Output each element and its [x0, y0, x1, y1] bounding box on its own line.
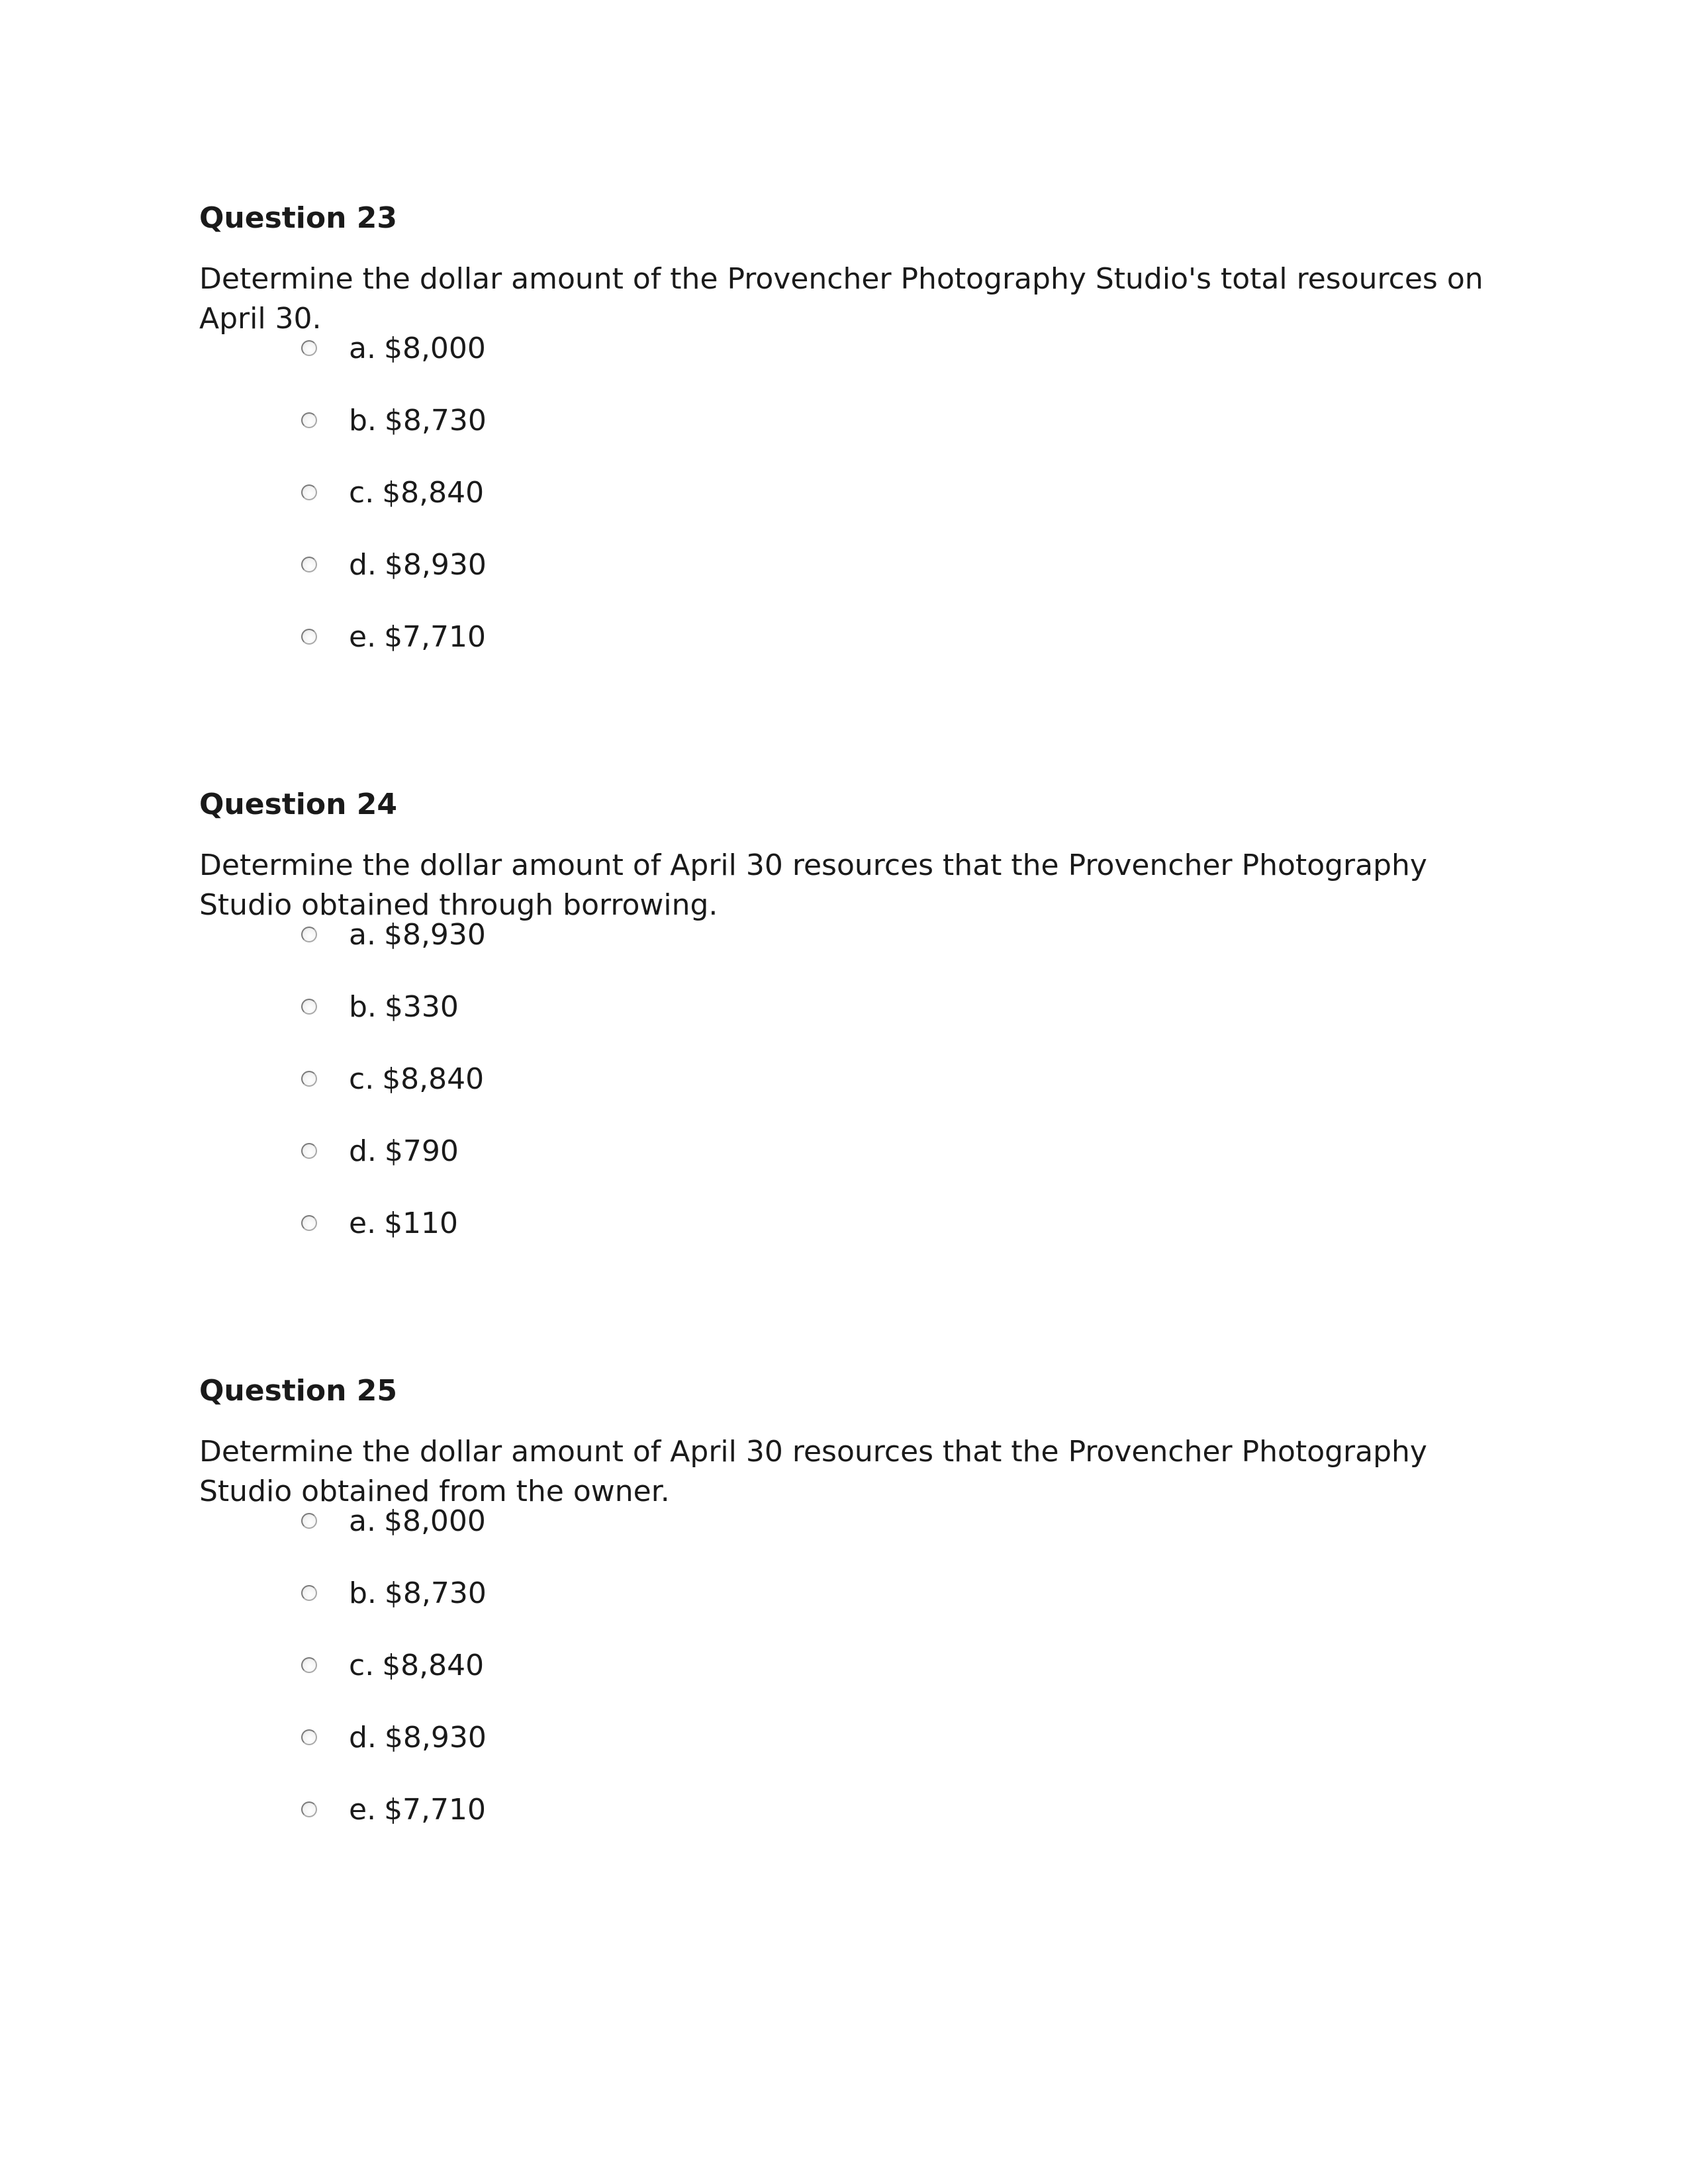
- radio-button-icon[interactable]: [301, 629, 317, 645]
- option-value: $8,000: [383, 1504, 486, 1538]
- option-value: $110: [384, 1206, 459, 1240]
- option-value: $8,840: [382, 1062, 485, 1096]
- radio-button-icon[interactable]: [301, 1801, 317, 1817]
- radio-button-icon[interactable]: [301, 484, 317, 500]
- option-letter: d.: [349, 1134, 377, 1168]
- question-title: Question 23: [199, 201, 397, 235]
- radio-button-icon[interactable]: [301, 1215, 317, 1231]
- radio-button-icon[interactable]: [301, 1513, 317, 1529]
- option-letter: a.: [349, 917, 376, 952]
- option-letter: d.: [349, 1720, 377, 1754]
- answer-option-c[interactable]: [301, 473, 484, 512]
- answer-option-b[interactable]: [301, 987, 459, 1026]
- option-letter: d.: [349, 547, 377, 582]
- radio-button-icon[interactable]: [301, 927, 317, 942]
- option-letter: b.: [349, 989, 377, 1024]
- option-value: $330: [384, 989, 459, 1024]
- option-letter: c.: [349, 1648, 375, 1682]
- option-letter: e.: [349, 1206, 377, 1240]
- option-value: $8,840: [382, 1648, 485, 1682]
- option-letter: c.: [349, 1062, 375, 1096]
- option-value: $8,930: [384, 1720, 487, 1754]
- radio-button-icon[interactable]: [301, 340, 317, 356]
- radio-button-icon[interactable]: [301, 557, 317, 572]
- radio-button-icon[interactable]: [301, 1585, 317, 1601]
- question-text: Determine the dollar amount of April 30 resources that the Provencher Photography Studio obtained from the owner.: [199, 1435, 1427, 1508]
- answer-option-a[interactable]: [301, 915, 486, 954]
- option-value: $8,730: [384, 1576, 487, 1610]
- answer-option-e[interactable]: [301, 617, 486, 657]
- option-value: $7,710: [384, 1792, 487, 1827]
- option-value: $8,930: [384, 547, 487, 582]
- radio-button-icon[interactable]: [301, 1729, 317, 1745]
- answer-option-d[interactable]: [301, 1717, 487, 1757]
- option-letter: a.: [349, 331, 376, 365]
- answer-option-e[interactable]: [301, 1203, 458, 1243]
- answer-option-b[interactable]: [301, 1573, 487, 1613]
- option-letter: e.: [349, 1792, 377, 1827]
- answer-option-d[interactable]: [301, 1131, 459, 1171]
- option-value: $8,840: [382, 475, 485, 510]
- option-letter: a.: [349, 1504, 376, 1538]
- radio-button-icon[interactable]: [301, 1657, 317, 1673]
- question-text: Determine the dollar amount of April 30 resources that the Provencher Photography Studio obtained through borrowing.: [199, 848, 1427, 922]
- option-letter: b.: [349, 403, 377, 437]
- option-value: $8,930: [383, 917, 486, 952]
- radio-button-icon[interactable]: [301, 1071, 317, 1087]
- option-letter: b.: [349, 1576, 377, 1610]
- option-letter: e.: [349, 619, 377, 654]
- answer-option-d[interactable]: [301, 545, 487, 584]
- option-letter: c.: [349, 475, 375, 510]
- answer-option-a[interactable]: [301, 328, 486, 368]
- answer-option-c[interactable]: [301, 1645, 484, 1685]
- answer-option-e[interactable]: [301, 1790, 486, 1829]
- radio-button-icon[interactable]: [301, 412, 317, 428]
- option-value: $8,000: [383, 331, 486, 365]
- question-text: Determine the dollar amount of the Provencher Photography Studio's total resources on April 30.: [199, 262, 1483, 336]
- answer-option-a[interactable]: [301, 1501, 486, 1541]
- radio-button-icon[interactable]: [301, 999, 317, 1015]
- option-value: $790: [384, 1134, 459, 1168]
- question-title: Question 25: [199, 1374, 397, 1408]
- option-value: $8,730: [384, 403, 487, 437]
- answer-option-b[interactable]: [301, 400, 487, 440]
- radio-button-icon[interactable]: [301, 1143, 317, 1159]
- option-value: $7,710: [384, 619, 487, 654]
- question-title: Question 24: [199, 788, 397, 821]
- answer-option-c[interactable]: [301, 1059, 484, 1099]
